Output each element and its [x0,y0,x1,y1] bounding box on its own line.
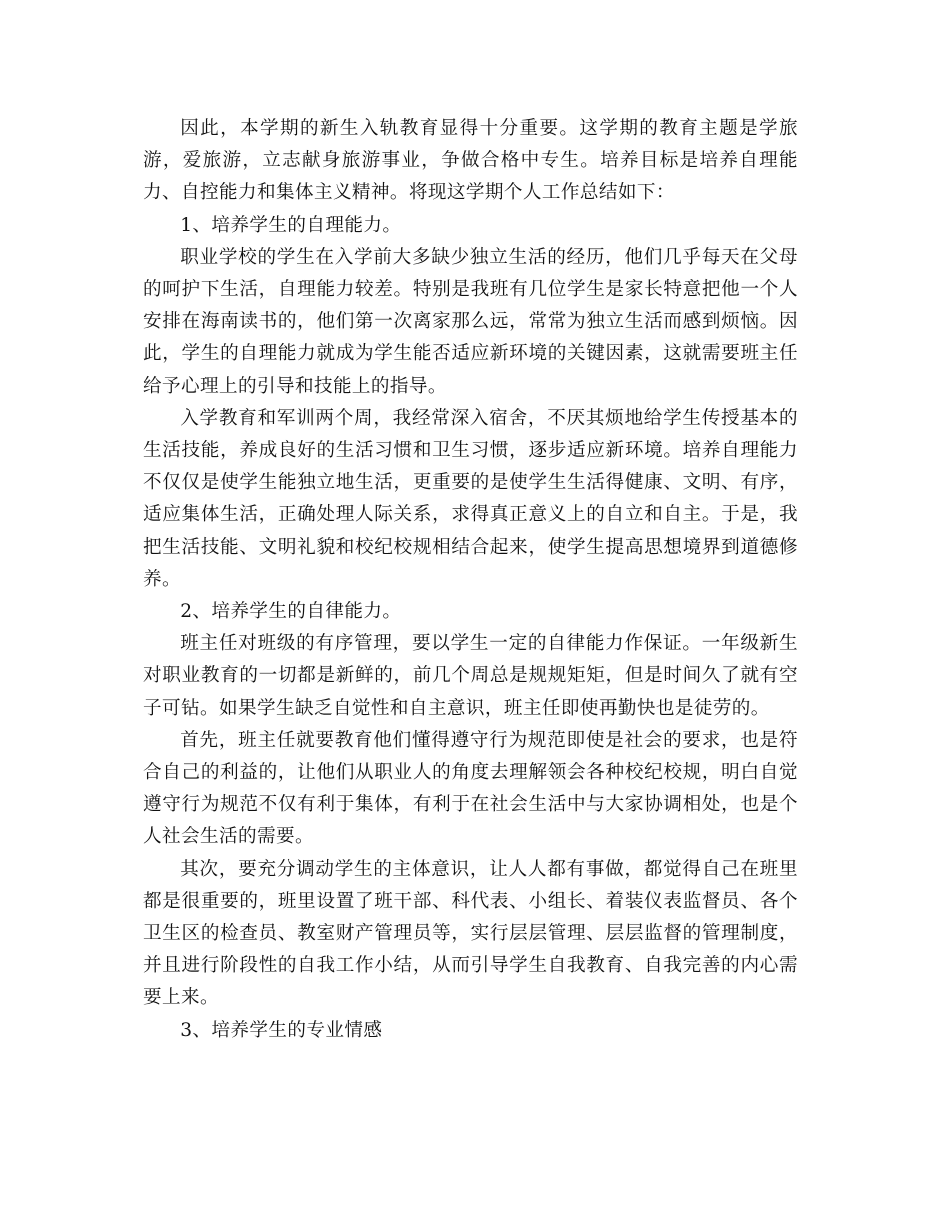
paragraph-intro: 因此，本学期的新生入轨教育显得十分重要。这学期的教育主题是学旅游，爱旅游，立志献身旅游事业，争做合格中专生。培养目标是培养自理能力、自控能力和集体主义精神。将现这学期个人工作总结如下： [143,118,798,204]
section-heading-self-discipline: 2、培养学生的自律能力。 [180,601,402,623]
paragraph-self-care-background: 职业学校的学生在入学前大多缺少独立生活的经历，他们几乎每天在父母的呵护下生活，自理能力较差。特别是我班有几位学生是家长特意把他一个人安排在海南读书的，他们第一次离家那么远，常常为独立生活而感到烦恼。因此，学生的自理能力就成为学生能否适应新环境的关键因素，这就需要班主任给予心理上的引导和技能上的指导。 [143,246,798,397]
paragraph-self-discipline-intro: 班主任对班级的有序管理，要以学生一定的自律能力作保证。一年级新生对职业教育的一切都是新鲜的，前几个周总是规规矩矩，但是时间久了就有空子可钻。如果学生缺乏自觉性和自主意识，班主任即使再勤快也是徒劳的。 [143,633,798,719]
document-body [143,113,798,1047]
paragraph-self-care-methods: 入学教育和军训两个周，我经常深入宿舍，不厌其烦地给学生传授基本的生活技能，养成良好的生活习惯和卫生习惯，逐步适应新环境。培养自理能力不仅仅是使学生能独立地生活，更重要的是使学生生活得健康、文明、有序，适应集体生活，正确处理人际关系，求得真正意义上的自立和自主。于是，我把生活技能、文明礼貌和校纪校规相结合起来，使学生提高思想境界到道德修养。 [143,407,798,590]
paragraph-self-discipline-first: 首先，班主任就要教育他们懂得遵守行为规范即使是社会的要求，也是符合自己的利益的，让他们从职业人的角度去理解领会各种校纪校规，明白自觉遵守行为规范不仅有利于集体，有利于在社会生活中与大家协调相处，也是个人社会生活的需要。 [143,729,798,848]
section-heading-professional-emotion: 3、培养学生的专业情感 [180,1019,383,1041]
paragraph-self-discipline-second: 其次，要充分调动学生的主体意识，让人人都有事做，都觉得自己在班里都是很重要的，班里设置了班干部、科代表、小组长、着装仪表监督员、各个卫生区的检查员、教室财产管理员等，实行层层管理、层层监督的管理制度，并且进行阶段性的自我工作小结，从而引导学生自我教育、自我完善的内心需要上来。 [143,858,798,1009]
section-heading-self-care: 1、培养学生的自理能力。 [180,214,402,236]
